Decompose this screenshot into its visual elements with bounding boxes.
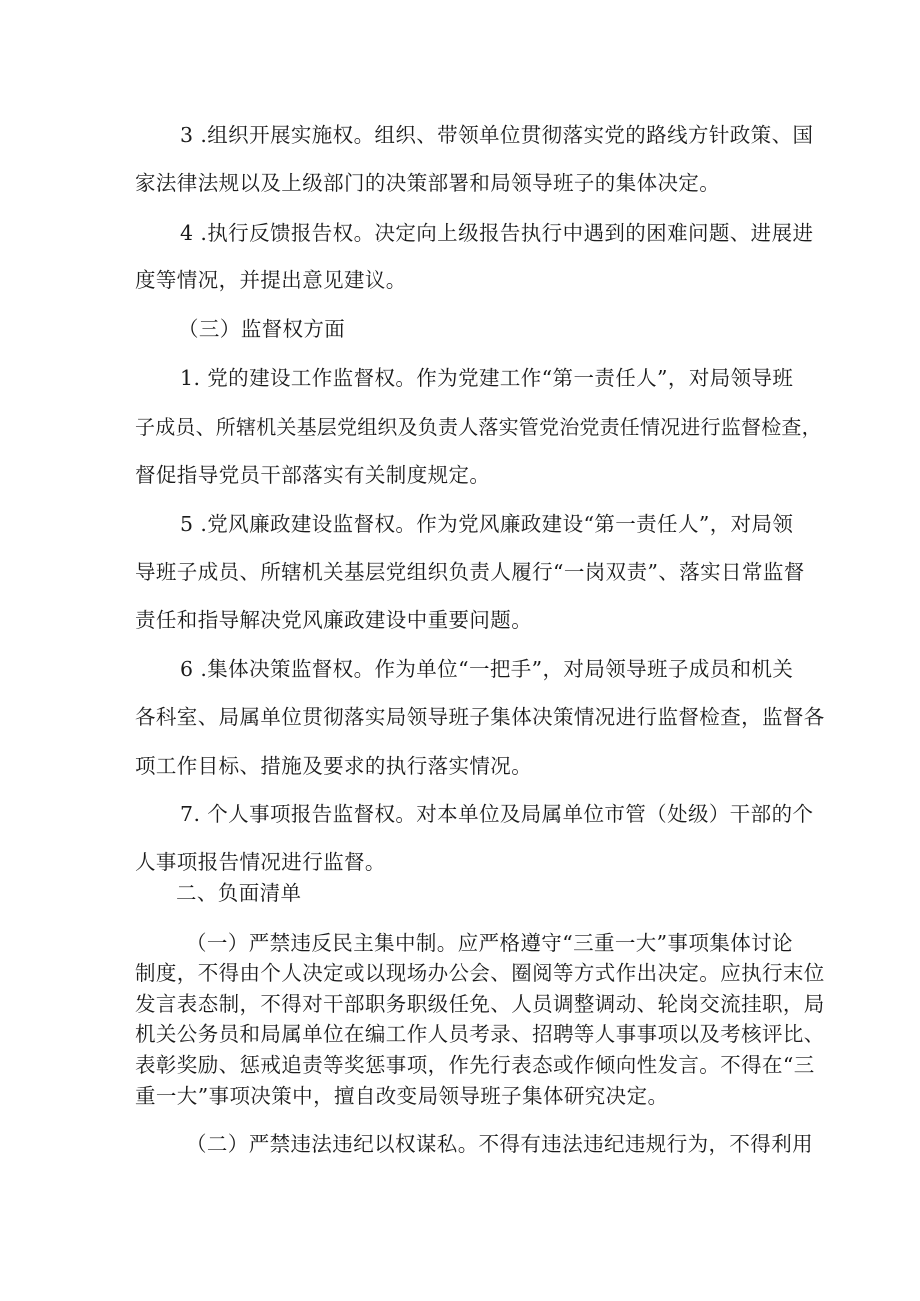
paragraph-line: 7. 个人事项报告监督权。对本单位及局属单位市管（处级）干部的个 — [180, 802, 814, 826]
paragraph-line: 机关公务员和局属单位在编工作人员考录、招聘等人事事项以及考核评比、 — [135, 1022, 825, 1046]
section-heading: 二、负面清单 — [176, 881, 302, 905]
paragraph-line: 4 .执行反馈报告权。决定向上级报告执行中遇到的困难问题、进展进 — [180, 221, 814, 245]
paragraph-line: 度等情况，并提出意见建议。 — [135, 268, 407, 292]
paragraph-line: 3 .组织开展实施权。组织、带领单位贯彻落实党的路线方针政策、国 — [180, 123, 814, 147]
paragraph-line: （二）严禁违法违纪以权谋私。不得有违法违纪违规行为，不得利用 — [186, 1132, 813, 1156]
paragraph-line: 重一大”事项决策中，擅自改变局领导班子集体研究决定。 — [135, 1084, 669, 1108]
paragraph-line: 表彰奖励、惩戒追责等奖惩事项，作先行表态或作倾向性发言。不得在“三 — [135, 1053, 815, 1077]
paragraph-line: 责任和指导解决党风廉政建设中重要问题。 — [135, 608, 533, 632]
paragraph-line: 督促指导党员干部落实有关制度规定。 — [135, 463, 491, 487]
paragraph-line: （一）严禁违反民主集中制。应严格遵守“三重一大”事项集体讨论 — [186, 931, 793, 955]
paragraph-line: 人事项报告情况进行监督。 — [135, 850, 386, 874]
paragraph-line: 制度，不得由个人决定或以现场办公会、圈阅等方式作出决定。应执行末位 — [135, 961, 825, 985]
paragraph-line: 子成员、所辖机关基层党组织及负责人落实管党治党责任情况进行监督检查， — [135, 415, 822, 439]
paragraph-line: 1. 党的建设工作监督权。作为党建工作“第一责任人”，对局领导班 — [180, 366, 794, 390]
paragraph-line: 项工作目标、措施及要求的执行落实情况。 — [135, 754, 533, 778]
paragraph-line: 各科室、局属单位贯彻落实局领导班子集体决策情况进行监督检查，监督各 — [135, 705, 825, 729]
paragraph-line: 5 .党风廉政建设监督权。作为党风廉政建设“第一责任人”，对局领 — [180, 512, 794, 536]
paragraph-line: 家法律法规以及上级部门的决策部署和局领导班子的集体决定。 — [135, 171, 721, 195]
section-heading: （三）监督权方面 — [178, 317, 346, 341]
paragraph-line: 发言表态制，不得对干部职务职级任免、人员调整调动、轮岗交流挂职，局 — [135, 992, 825, 1016]
paragraph-line: 6 .集体决策监督权。作为单位“一把手”，对局领导班子成员和机关 — [180, 657, 794, 681]
paragraph-line: 导班子成员、所辖机关基层党组织负责人履行“一岗双责”、落实日常监督 — [135, 560, 805, 584]
